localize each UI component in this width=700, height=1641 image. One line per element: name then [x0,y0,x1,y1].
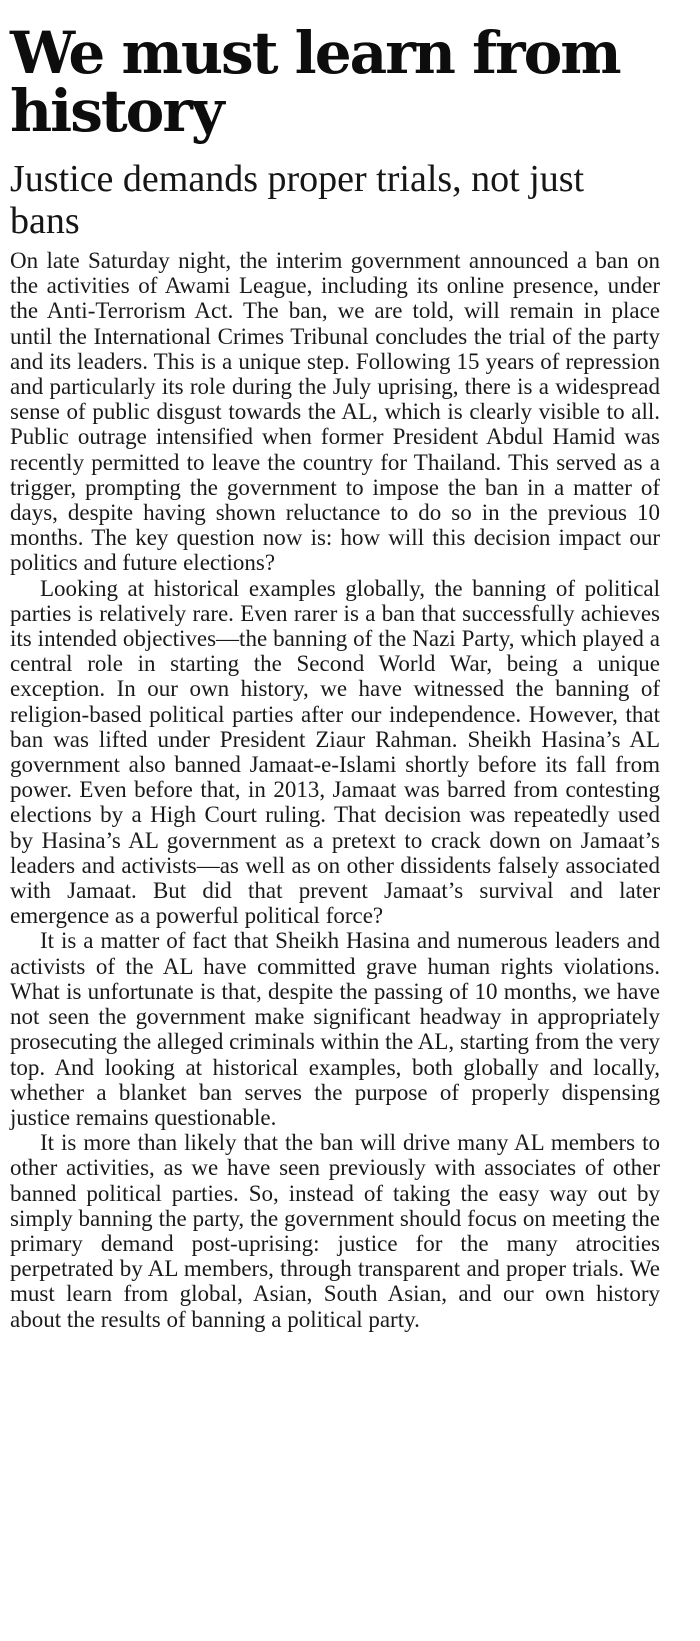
editorial-article [10,19,660,1332]
article-body [10,248,660,1332]
body-paragraph-1: On late Saturday night, the interim government announced a ban on the activities of Awami League, including its online presence, under the Anti-Terrorism Act. The ban, we are told, will remain in place until the International Crimes Tribunal concludes the trial of the party and its leaders. This is a unique step. Following 15 years of repression and particularly its role during the July uprising, there is a widespread sense of public disgust towards the AL, which is clearly visible to all. Public outrage intensified when former President Abdul Hamid was recently permitted to leave the country for Thailand. This served as a trigger, prompting the government to impose the ban in a matter of days, despite having shown reluctance to do so in the previous 10 months. The key question now is: how will this decision impact our politics and future elections? [10,248,660,576]
body-paragraph-2: Looking at historical examples globally, the banning of political parties is relatively rare. Even rarer is a ban that successfully achieves its intended objectives—the banning of the Nazi Party, which played a central role in starting the Second World War, being a unique exception. In our own history, we have witnessed the banning of religion-based political parties after our independence. However, that ban was lifted under President Ziaur Rahman. Sheikh Hasina’s AL government also banned Jamaat-e-Islami shortly before its fall from power. Even before that, in 2013, Jamaat was barred from contesting elections by a High Court ruling. That decision was repeatedly used by Hasina’s AL government as a pretext to crack down on Jamaat’s leaders and activists—as well as on other dissidents falsely associated with Jamaat. But did that prevent Jamaat’s survival and later emergence as a powerful political force? [10,575,660,929]
body-paragraph-4: It is more than likely that the ban will drive many AL members to other activities, as we have seen previously with associates of other banned political parties. So, instead of taking the easy way out by simply banning the party, the government should focus on meeting the primary demand post-uprising: justice for the many atrocities perpetrated by AL members, through transparent and proper trials. We must learn from global, Asian, South Asian, and our own history about the results of banning a political party. [10,1130,660,1332]
headline: We must learn from history [10,19,620,145]
subheadline: Justice demands proper trials, not just bans [10,158,585,242]
body-paragraph-3: It is a matter of fact that Sheikh Hasina and numerous leaders and activists of the AL have committed grave human rights violations. What is unfortunate is that, despite the passing of 10 months, we have not seen the government make significant headway in appropriately prosecuting the alleged criminals within the AL, starting from the very top. And looking at historical examples, both globally and locally, whether a blanket ban serves the purpose of properly dispensing justice remains questionable. [10,928,660,1130]
